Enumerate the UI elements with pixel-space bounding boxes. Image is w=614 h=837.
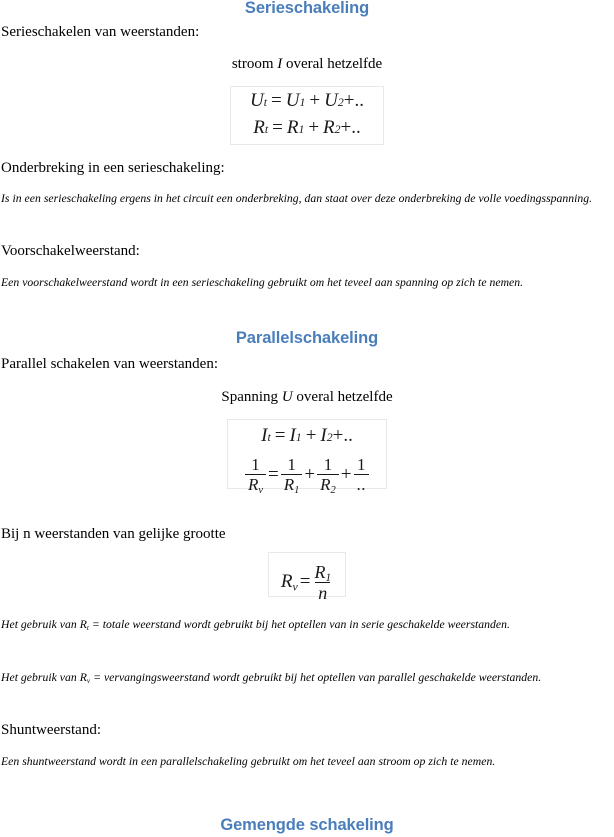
eq-rt-plus1: + [308,117,320,138]
eq-ut-t2: U [324,90,338,111]
equation-rv-equals-r1-over-n [269,555,345,603]
series-intro-text [1,23,561,42]
equation-reciprocal-resistance [228,449,386,497]
eq-ut-equals: = [271,90,282,111]
eq-it-plus1: + [305,425,317,446]
frac-dots-numerator: 1 [357,455,366,475]
frac-r1-denominator [281,474,303,497]
frac-rvn-num-base: R [314,561,326,582]
frac-rvn-denominator: n [315,582,330,602]
eq-rv-equals: = [299,571,311,593]
frac-r2-den-sub: 2 [330,485,336,497]
eq-recip-plus2: + [340,464,352,486]
eq-rv-lhs-wrap [281,571,298,593]
heading-serieschakeling: Serieschakeling [244,0,370,17]
note-rt-usage [1,616,601,634]
equation-total-current: I t = I 1 + I 2 +.. [261,425,353,446]
eq-rt-lhs: R [253,117,265,138]
rv-equation-box [268,552,346,603]
eq-recip-equals: = [268,464,279,486]
frac-1-over-rv [245,455,266,497]
shunt-heading: Shuntweerstand: [1,722,101,738]
series-preresistor-heading: Voorschakelweerstand: [1,243,140,259]
series-equation-group [0,86,614,145]
series-current-symbol: I [277,56,283,72]
frac-rvn-numerator [312,563,333,582]
eq-rt-tail: +.. [340,117,361,138]
eq-ut-tail: +.. [343,90,364,111]
equation-total-resistance: R t = R 1 + R 2 +.. [253,117,361,138]
note-rv-prefix: Het gebruik van [1,671,80,684]
note-rv-symbol: R [79,671,87,684]
equation-total-voltage: U t = U 1 + U 2 +.. [250,90,364,111]
series-current-note [0,55,614,74]
eq-rt-t1: R [286,117,299,138]
frac-r1-den-sub: 1 [294,485,300,497]
rv-equation-group [0,552,614,603]
note-rv-suffix: = vervangingsweerstand wordt gebruikt bij het optellen van parallel geschakelde weerstanden. [90,671,542,684]
eq-rv-lhs: R [280,571,293,593]
frac-dots-denominator: .. [354,474,370,493]
frac-r1-den-base: R [283,475,295,495]
frac-rv-den-sub: v [258,485,264,497]
frac-r2-denominator [317,474,339,497]
frac-r2-numerator: 1 [323,455,333,475]
eq-it-lhs: I [261,425,268,446]
eq-it-t2: I [320,425,327,446]
heading-parallelschakeling: Parallelschakeling [235,329,379,347]
shunt-note: Een shuntweerstand wordt in een parallelschakeling gebruikt om het teveel aan stroom op zich te nemen. [1,755,496,768]
frac-rvn-num-sub: 1 [325,571,332,584]
frac-rv-numerator: 1 [251,455,260,475]
eq-ut-plus1: + [309,90,321,111]
series-current-note-prefix: stroom [231,56,278,72]
note-rv-usage [1,669,601,687]
frac-r1-over-n [312,563,333,603]
eq-it-t1: I [289,425,296,446]
note-rt-symbol: R [79,618,87,631]
series-intro-label: Serieschakelen van weerstanden: [1,24,200,40]
eq-rt-equals: = [272,117,283,138]
frac-1-over-dots [354,456,370,494]
heading-gemengde-schakeling: Gemengde schakeling [220,816,394,834]
frac-1-over-r1 [281,455,303,497]
series-equation-box [230,86,384,145]
equal-resistors-intro: Bij n weerstanden van gelijke grootte [1,526,226,542]
eq-it-equals: = [274,425,286,446]
frac-1-over-r2 [317,455,339,497]
eq-it-tail: +.. [332,425,353,446]
series-break-note: Is in een serieschakeling ergens in het circuit een onderbreking, dan staat over deze onderbreking de volle voedingsspanning. [1,192,593,205]
series-current-note-suffix: overal hetzelfde [282,56,383,72]
note-rt-prefix: Het gebruik van [1,618,80,631]
note-rt-symbol-sub: t [86,624,89,633]
eq-rv-lhs-sub: v [292,580,298,594]
parallel-equation-group [0,419,614,497]
parallel-voltage-symbol: U [281,389,293,405]
parallel-voltage-note-prefix: Spanning [221,389,282,405]
frac-rv-denominator [245,474,266,497]
series-preresistor-note: Een voorschakelweerstand wordt in een serieschakeling gebruikt om het teveel aan spanning op zich te nemen. [1,276,524,289]
eq-recip-plus1: + [304,464,316,486]
eq-rt-t2: R [323,117,335,138]
series-break-heading: Onderbreking in een serieschakeling: [1,160,225,176]
frac-r1-numerator: 1 [287,455,296,475]
frac-r2-den-base: R [320,475,331,495]
frac-rv-den-base: R [247,475,259,495]
eq-ut-t1: U [285,90,300,111]
parallel-equation-box [227,419,387,497]
note-rv-symbol-sub: v [86,677,91,686]
parallel-voltage-note [0,388,614,407]
eq-ut-lhs: U [250,90,264,111]
note-rt-suffix: = totale weerstand wordt gebruikt bij het optellen van in serie geschakelde weerstanden. [88,618,510,631]
parallel-voltage-note-suffix: overal hetzelfde [292,389,393,405]
parallel-intro-text: Parallel schakelen van weerstanden: [1,356,218,372]
